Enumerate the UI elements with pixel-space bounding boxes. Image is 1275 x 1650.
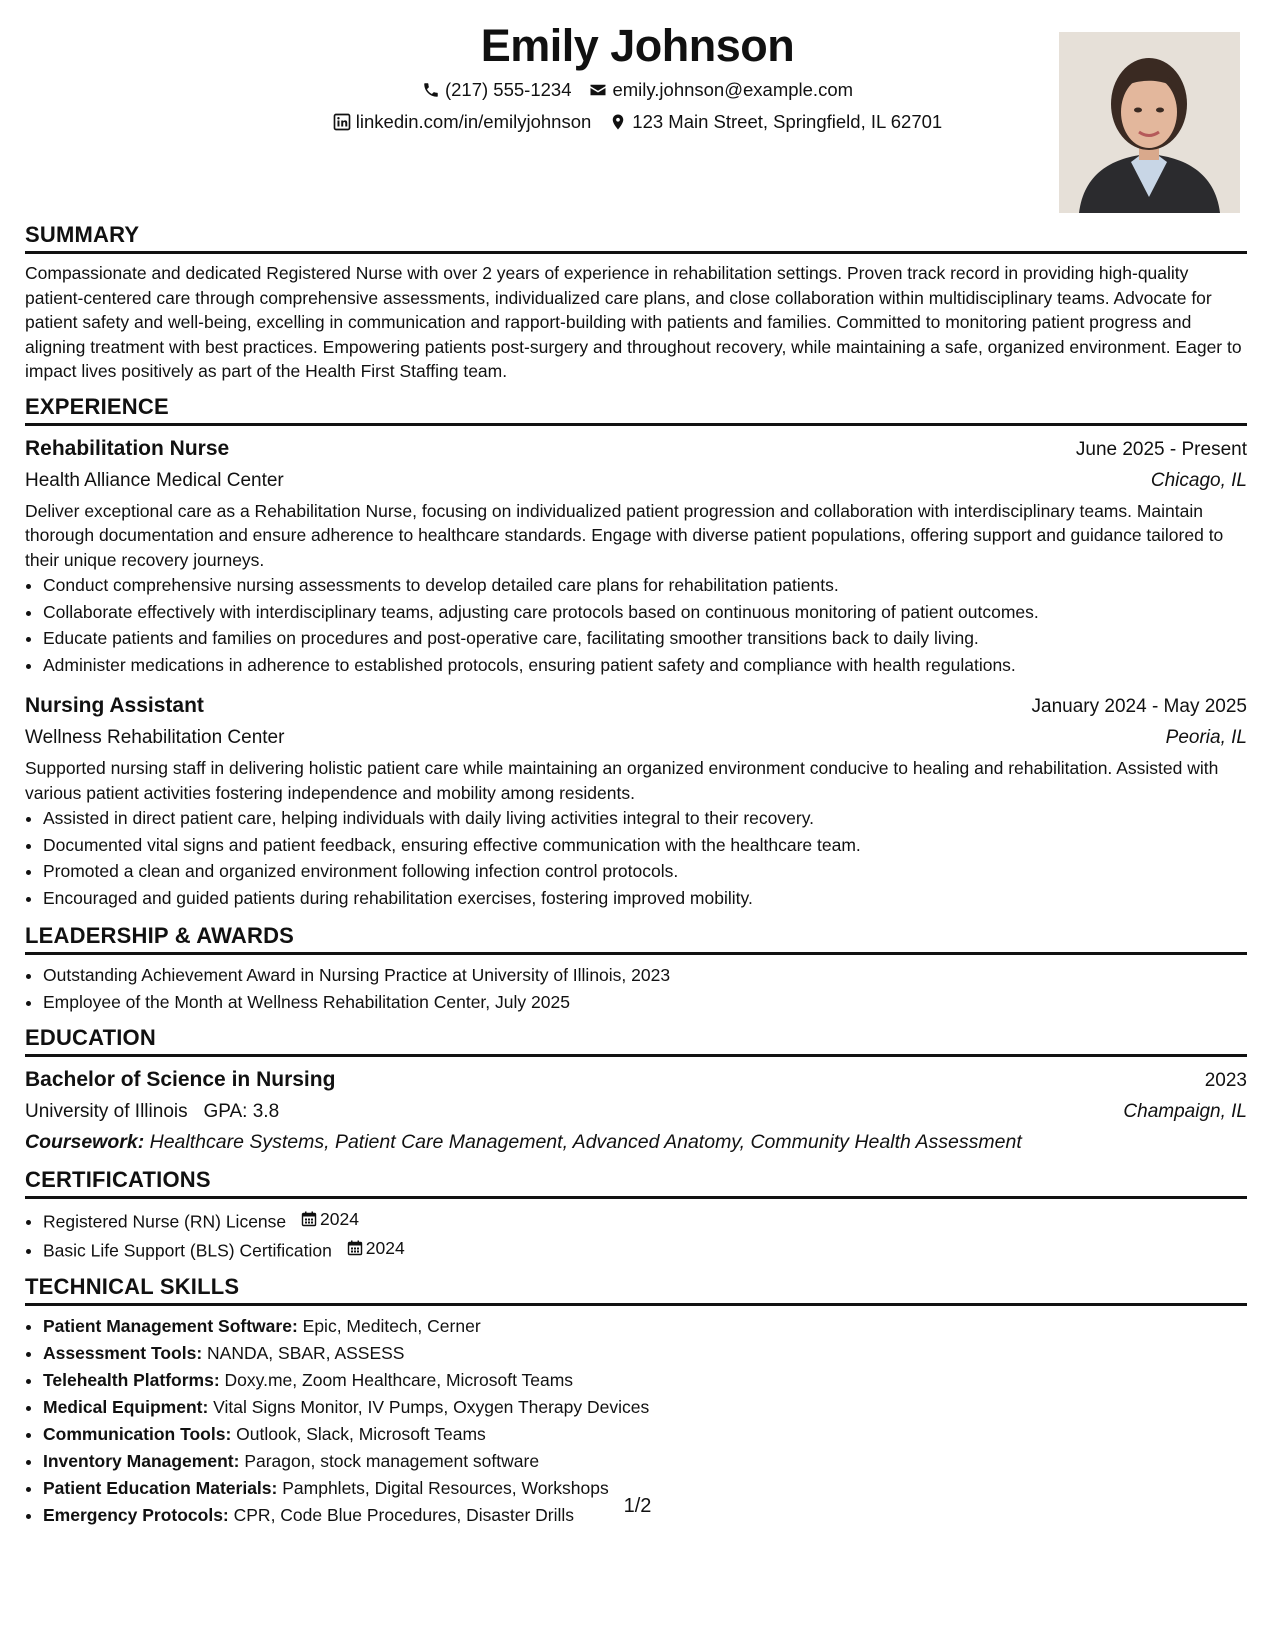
- job-location: Peoria, IL: [1165, 727, 1247, 748]
- summary-text: Compassionate and dedicated Registered Nurse with over 2 years of experience in rehabilitation settings. Proven track record in providing high-quality patient-centered care through comprehensive assessments, individualized care plans, and close collaboration within multidisciplinary teams. Advocate for patient safety and well-being, excelling in communication and rapport-building with patients and families. Committed to monitoring patient progress and aligning treatment with best practices. Empowering patients post-surgery and throughout recovery, while maintaining a safe, organized environment. Eager to impact lives positively as part of the Health First Staffing team.: [25, 263, 1242, 381]
- skills-heading: TECHNICAL SKILLS: [25, 1274, 1247, 1306]
- skill-label: Patient Management Software:: [43, 1315, 298, 1336]
- job-location: Chicago, IL: [1150, 469, 1247, 491]
- list-item: [43, 1421, 1247, 1448]
- skill-value: Vital Signs Monitor, IV Pumps, Oxygen Therapy Devices: [213, 1396, 650, 1417]
- skills-section: [25, 1274, 1247, 1529]
- certification-name: Registered Nurse (RN) License: [43, 1211, 287, 1232]
- summary-heading: SUMMARY: [25, 222, 1247, 254]
- page-number: 1/2: [623, 1495, 652, 1517]
- map-pin-icon: [609, 113, 627, 131]
- summary-section: [25, 222, 1247, 384]
- education-section: [25, 1025, 1247, 1157]
- phone-text: (217) 555-1234: [444, 79, 572, 100]
- skill-value: CPR, Code Blue Procedures, Disaster Drills: [233, 1504, 575, 1525]
- skill-label: Assessment Tools:: [43, 1342, 203, 1363]
- list-item: • Educate patients and families on procedures and post-operative care, facilitating smoother transitions back to daily living.: [43, 625, 1247, 652]
- experience-heading: EXPERIENCE: [25, 394, 1247, 426]
- phone-icon: [422, 81, 440, 99]
- list-item: [43, 1448, 1247, 1475]
- calendar-icon: [347, 1240, 363, 1256]
- list-item: • Employee of the Month at Wellness Rehabilitation Center, July 2025: [43, 989, 1247, 1016]
- certification-date: [301, 1206, 359, 1233]
- list-item: [43, 1206, 1247, 1235]
- job-org: Health Alliance Medical Center: [25, 469, 284, 491]
- skill-value: Paragon, stock management software: [244, 1450, 540, 1471]
- candidate-name: Emily Johnson: [480, 20, 795, 71]
- list-item: [43, 1394, 1247, 1421]
- coursework-list: Healthcare Systems, Patient Care Management, Advanced Anatomy, Community Health Assessment: [149, 1131, 1022, 1153]
- leadership-section: [25, 923, 1247, 1015]
- list-item: • Collaborate effectively with interdisciplinary teams, adjusting care protocols based on continuous monitoring of patient outcomes.: [43, 599, 1247, 626]
- list-item: • Promoted a clean and organized environment following infection control protocols.: [43, 858, 1247, 885]
- calendar-icon: [301, 1211, 317, 1227]
- list-item: [43, 1367, 1247, 1394]
- list-item: • Assisted in direct patient care, helping individuals with daily living activities integral to their recovery.: [43, 805, 1247, 832]
- job-dates: January 2024 - May 2025: [1031, 696, 1247, 717]
- address-contact: [609, 111, 942, 133]
- skill-label: Inventory Management:: [43, 1450, 240, 1471]
- skill-label: Patient Education Materials:: [43, 1477, 278, 1498]
- resume-header: [0, 0, 1275, 220]
- gpa: GPA: 3.8: [203, 1101, 280, 1122]
- school-location: Champaign, IL: [1123, 1101, 1247, 1122]
- skill-label: Communication Tools:: [43, 1423, 232, 1444]
- certifications-section: [25, 1167, 1247, 1264]
- linkedin-icon: [333, 113, 351, 131]
- linkedin-contact[interactable]: [333, 111, 591, 133]
- certification-year: 2024: [320, 1209, 359, 1229]
- list-item: • Documented vital signs and patient feedback, ensuring effective communication with the healthcare team.: [43, 832, 1247, 859]
- job-dates: June 2025 - Present: [1075, 438, 1247, 460]
- job-title: Rehabilitation Nurse: [25, 436, 230, 460]
- job-entry: [25, 690, 1247, 911]
- certification-date: [347, 1235, 405, 1262]
- job-org: Wellness Rehabilitation Center: [25, 727, 285, 748]
- education-heading: EDUCATION: [25, 1025, 1247, 1057]
- email-text: emily.johnson@example.com: [612, 79, 854, 100]
- degree-title: Bachelor of Science in Nursing: [25, 1068, 336, 1091]
- list-item: • Administer medications in adherence to established protocols, ensuring patient safety and compliance with health regulations.: [43, 652, 1247, 679]
- job-description: Supported nursing staff in delivering holistic patient care while maintaining an organized environment conducive to healing and rehabilitation. Assisted with various patient activities fostering independence and mobility among residents.: [25, 758, 1219, 803]
- certifications-heading: CERTIFICATIONS: [25, 1167, 1247, 1199]
- profile-photo: [1059, 32, 1240, 213]
- skill-value: Epic, Meditech, Cerner: [302, 1315, 481, 1336]
- graduation-year: 2023: [1204, 1070, 1247, 1091]
- skill-value: NANDA, SBAR, ASSESS: [207, 1342, 405, 1363]
- skill-label: Telehealth Platforms:: [43, 1369, 220, 1390]
- resume-body: [25, 222, 1247, 1539]
- certifications-list: [25, 1206, 1247, 1264]
- job-bullets: [25, 572, 1247, 678]
- linkedin-text: linkedin.com/in/emilyjohnson: [355, 111, 592, 132]
- list-item: • Conduct comprehensive nursing assessments to develop detailed care plans for rehabilitation patients.: [43, 572, 1247, 599]
- job-description: Deliver exceptional care as a Rehabilitation Nurse, focusing on individualized patient progression and collaboration with interdisciplinary teams. Maintain thorough documentation and ensure adherence to healthcare standards. Engage with diverse patient populations, offering support and guidance tailored to their unique recovery journeys.: [25, 500, 1224, 570]
- coursework: [25, 1127, 1247, 1157]
- coursework-label: Coursework:: [25, 1131, 145, 1153]
- list-item: • Outstanding Achievement Award in Nursing Practice at University of Illinois, 2023: [43, 962, 1247, 989]
- school-info: [25, 1097, 279, 1127]
- list-item: [43, 1340, 1247, 1367]
- phone-contact: [422, 79, 572, 101]
- leadership-heading: LEADERSHIP & AWARDS: [25, 923, 1247, 955]
- address-text: 123 Main Street, Springfield, IL 62701: [632, 111, 943, 132]
- certification-name: Basic Life Support (BLS) Certification: [43, 1240, 332, 1260]
- school-name: University of Illinois: [25, 1101, 188, 1122]
- experience-section: [25, 394, 1247, 912]
- email-contact[interactable]: [589, 79, 853, 101]
- job-title: Nursing Assistant: [25, 694, 204, 717]
- awards-list: [25, 962, 1247, 1015]
- skill-value: Doxy.me, Zoom Healthcare, Microsoft Teams: [224, 1369, 574, 1390]
- skill-value: Outlook, Slack, Microsoft Teams: [236, 1423, 486, 1444]
- job-entry: [25, 433, 1247, 679]
- list-item: [43, 1235, 1247, 1264]
- list-item: • Encouraged and guided patients during rehabilitation exercises, fostering improved mobility.: [43, 885, 1247, 912]
- list-item: [43, 1313, 1247, 1340]
- skill-value: Pamphlets, Digital Resources, Workshops: [282, 1477, 609, 1498]
- skill-label: Emergency Protocols:: [43, 1504, 229, 1525]
- job-bullets: [25, 805, 1247, 911]
- certification-year: 2024: [365, 1237, 405, 1258]
- skill-label: Medical Equipment:: [43, 1396, 209, 1417]
- envelope-icon: [589, 81, 607, 99]
